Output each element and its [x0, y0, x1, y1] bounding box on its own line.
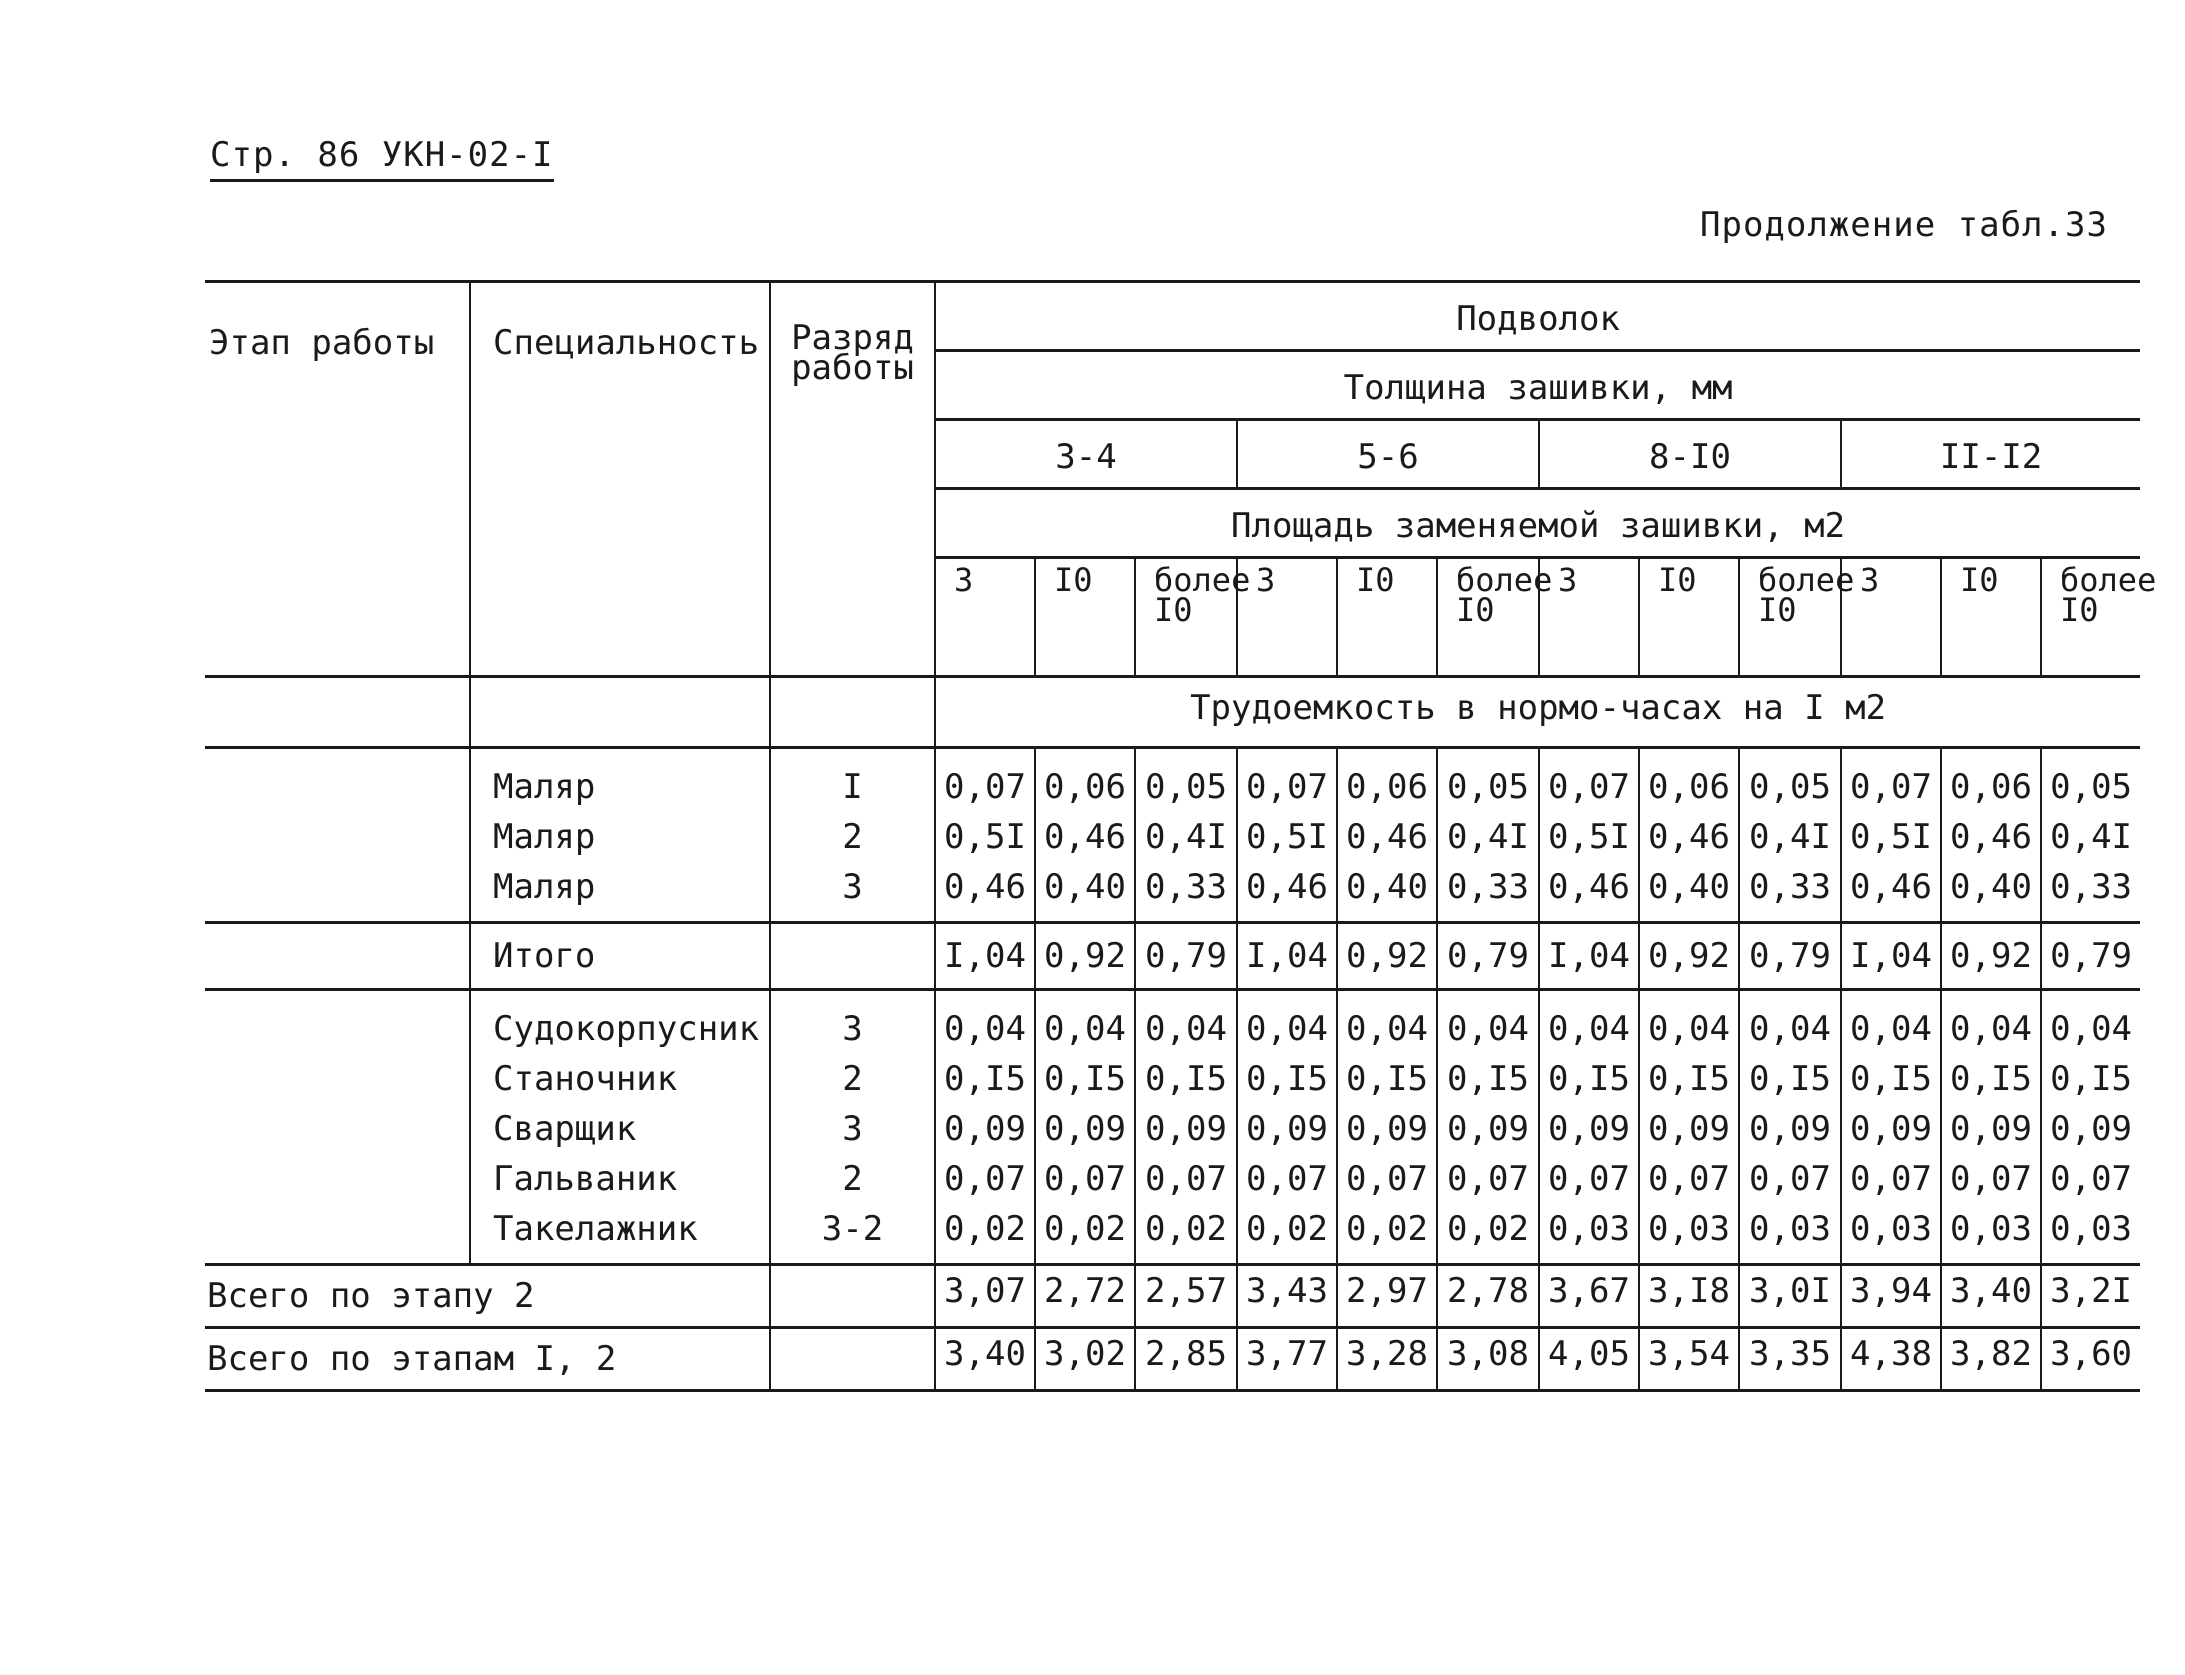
row-grade: 3	[770, 862, 935, 923]
value-cell: I,04	[1841, 923, 1941, 990]
row-stage	[205, 1154, 470, 1204]
row-label: Всего по этапу 2	[205, 1265, 770, 1328]
value-cell: 0,92	[1337, 923, 1437, 990]
value-cell: 3,94	[1841, 1265, 1941, 1328]
value-cell: 0,04	[1135, 990, 1237, 1055]
value-cell: 0,07	[1739, 1154, 1841, 1204]
value-cell: 3,0I	[1739, 1265, 1841, 1328]
value-cell: 0,05	[1135, 748, 1237, 813]
table-row	[205, 1265, 2140, 1328]
value-cell: 0,04	[935, 990, 1035, 1055]
row-grade	[770, 1328, 935, 1391]
value-cell: 0,09	[935, 1104, 1035, 1154]
value-cell: 0,I5	[1841, 1054, 1941, 1104]
value-cell: 0,06	[1337, 748, 1437, 813]
value-cell: 4,38	[1841, 1328, 1941, 1391]
header-labor: Трудоемкость в нормо-часах на I м2	[935, 677, 2140, 748]
header-grade: Разряд работы	[770, 282, 935, 677]
value-cell: 0,04	[1941, 990, 2041, 1055]
value-cell: 0,4I	[1437, 812, 1539, 862]
value-cell: 0,07	[2041, 1154, 2140, 1204]
value-cell: 0,33	[1437, 862, 1539, 923]
value-cell: 0,04	[1237, 990, 1337, 1055]
value-cell: 0,I5	[1539, 1054, 1639, 1104]
value-cell: 0,40	[1337, 862, 1437, 923]
value-cell: 0,09	[2041, 1104, 2140, 1154]
value-cell: 0,I5	[1437, 1054, 1539, 1104]
value-cell: 2,72	[1035, 1265, 1135, 1328]
value-cell: 0,07	[1841, 1154, 1941, 1204]
value-cell: 0,04	[1035, 990, 1135, 1055]
value-cell: 0,05	[2041, 748, 2140, 813]
value-cell: 0,09	[1639, 1104, 1739, 1154]
thickness-range-4: II-I2	[1841, 420, 2140, 489]
value-cell: 0,46	[935, 862, 1035, 923]
value-cell: 0,02	[1337, 1204, 1437, 1265]
value-cell: 0,09	[1739, 1104, 1841, 1154]
value-cell: 0,92	[1035, 923, 1135, 990]
row-grade: 2	[770, 1054, 935, 1104]
value-cell: 3,35	[1739, 1328, 1841, 1391]
value-cell: 0,02	[1437, 1204, 1539, 1265]
value-cell: 0,02	[935, 1204, 1035, 1265]
row-stage	[205, 990, 470, 1055]
value-cell: 3,2I	[2041, 1265, 2140, 1328]
area-col-3: 3	[1841, 558, 1941, 677]
value-cell: 0,09	[1135, 1104, 1237, 1154]
value-cell: 0,09	[1035, 1104, 1135, 1154]
value-cell: 0,92	[1941, 923, 2041, 990]
value-cell: I,04	[935, 923, 1035, 990]
value-cell: 2,97	[1337, 1265, 1437, 1328]
row-label: Всего по этапам I, 2	[205, 1328, 770, 1391]
row-stage	[205, 1054, 470, 1104]
row-stage	[205, 1204, 470, 1265]
value-cell: 3,77	[1237, 1328, 1337, 1391]
value-cell: 0,07	[1437, 1154, 1539, 1204]
value-cell: 0,4I	[2041, 812, 2140, 862]
value-cell: 0,05	[1437, 748, 1539, 813]
value-cell: 0,5I	[1539, 812, 1639, 862]
value-cell: 0,46	[1237, 862, 1337, 923]
area-col-over-10: более I0	[1739, 558, 1841, 677]
value-cell: 0,I5	[1237, 1054, 1337, 1104]
thickness-range-3: 8-I0	[1539, 420, 1841, 489]
value-cell: 0,06	[1941, 748, 2041, 813]
row-specialty: Станочник	[470, 1054, 770, 1104]
value-cell: 0,07	[1237, 748, 1337, 813]
value-cell: 2,85	[1135, 1328, 1237, 1391]
header-group: Подволок	[935, 282, 2140, 351]
value-cell: 0,04	[1841, 990, 1941, 1055]
row-specialty: Гальваник	[470, 1154, 770, 1204]
value-cell: 0,4I	[1135, 812, 1237, 862]
value-cell: 0,03	[1739, 1204, 1841, 1265]
value-cell: 0,09	[1539, 1104, 1639, 1154]
table-row	[205, 812, 2140, 862]
area-col-3: 3	[935, 558, 1035, 677]
value-cell: 3,08	[1437, 1328, 1539, 1391]
table-row	[205, 1328, 2140, 1391]
value-cell: 0,07	[1639, 1154, 1739, 1204]
value-cell: 0,06	[1639, 748, 1739, 813]
value-cell: 0,06	[1035, 748, 1135, 813]
value-cell: 0,33	[2041, 862, 2140, 923]
value-cell: 0,07	[1941, 1154, 2041, 1204]
row-specialty: Маляр	[470, 812, 770, 862]
area-col-over-10: более I0	[1135, 558, 1237, 677]
table-row	[205, 923, 2140, 990]
value-cell: 0,5I	[935, 812, 1035, 862]
value-cell: 0,02	[1135, 1204, 1237, 1265]
value-cell: 0,46	[1035, 812, 1135, 862]
value-cell: 0,02	[1035, 1204, 1135, 1265]
value-cell: 0,79	[2041, 923, 2140, 990]
value-cell: 3,40	[1941, 1265, 2041, 1328]
value-cell: 0,I5	[1639, 1054, 1739, 1104]
row-grade	[770, 923, 935, 990]
value-cell: 0,04	[1437, 990, 1539, 1055]
row-stage	[205, 1104, 470, 1154]
value-cell: 0,79	[1437, 923, 1539, 990]
value-cell: 3,43	[1237, 1265, 1337, 1328]
value-cell: 3,28	[1337, 1328, 1437, 1391]
labor-norms-table	[205, 280, 2157, 1392]
value-cell: 0,03	[1539, 1204, 1639, 1265]
row-grade: 3-2	[770, 1204, 935, 1265]
header-stage: Этап работы	[205, 282, 470, 677]
value-cell: 0,07	[935, 748, 1035, 813]
value-cell: 0,09	[1337, 1104, 1437, 1154]
row-specialty: Сварщик	[470, 1104, 770, 1154]
value-cell: 0,I5	[935, 1054, 1035, 1104]
area-col-10: I0	[1035, 558, 1135, 677]
value-cell: 0,09	[1437, 1104, 1539, 1154]
row-specialty: Судокорпусник	[470, 990, 770, 1055]
value-cell: 0,09	[1841, 1104, 1941, 1154]
row-grade: 3	[770, 990, 935, 1055]
value-cell: 0,02	[1237, 1204, 1337, 1265]
value-cell: 0,07	[1539, 748, 1639, 813]
value-cell: 0,04	[1337, 990, 1437, 1055]
value-cell: 2,57	[1135, 1265, 1237, 1328]
value-cell: 0,03	[1639, 1204, 1739, 1265]
table-row	[205, 862, 2140, 923]
value-cell: 0,04	[1739, 990, 1841, 1055]
value-cell: 0,I5	[1941, 1054, 2041, 1104]
value-cell: I,04	[1539, 923, 1639, 990]
value-cell: 0,4I	[1739, 812, 1841, 862]
value-cell: 0,04	[2041, 990, 2140, 1055]
table-row	[205, 1054, 2140, 1104]
row-grade: 2	[770, 812, 935, 862]
thickness-range-2: 5-6	[1237, 420, 1539, 489]
value-cell: 0,07	[1337, 1154, 1437, 1204]
value-cell: 3,67	[1539, 1265, 1639, 1328]
value-cell: 0,33	[1739, 862, 1841, 923]
value-cell: 0,40	[1941, 862, 2041, 923]
table-row	[205, 1104, 2140, 1154]
value-cell: 0,04	[1639, 990, 1739, 1055]
value-cell: 0,09	[1237, 1104, 1337, 1154]
value-cell: 0,5I	[1841, 812, 1941, 862]
table-row	[205, 990, 2140, 1055]
value-cell: 0,07	[1135, 1154, 1237, 1204]
value-cell: 0,I5	[1739, 1054, 1841, 1104]
row-grade	[770, 1265, 935, 1328]
row-specialty: Маляр	[470, 862, 770, 923]
area-col-10: I0	[1639, 558, 1739, 677]
value-cell: 4,05	[1539, 1328, 1639, 1391]
value-cell: 0,05	[1739, 748, 1841, 813]
value-cell: 3,82	[1941, 1328, 2041, 1391]
table-row	[205, 748, 2140, 813]
value-cell: 0,07	[1841, 748, 1941, 813]
value-cell: 0,07	[935, 1154, 1035, 1204]
value-cell: 0,I5	[1337, 1054, 1437, 1104]
value-cell: 0,40	[1035, 862, 1135, 923]
header-specialty: Специальность	[470, 282, 770, 677]
value-cell: 2,78	[1437, 1265, 1539, 1328]
row-specialty: Такелажник	[470, 1204, 770, 1265]
row-grade: 3	[770, 1104, 935, 1154]
table-continuation-label: Продолжение табл.33	[1700, 205, 2108, 245]
row-stage	[205, 923, 470, 990]
value-cell: 0,03	[2041, 1204, 2140, 1265]
row-grade: I	[770, 748, 935, 813]
value-cell: 0,07	[1035, 1154, 1135, 1204]
value-cell: 0,I5	[1035, 1054, 1135, 1104]
value-cell: 0,03	[1941, 1204, 2041, 1265]
area-col-3: 3	[1237, 558, 1337, 677]
value-cell: 0,79	[1739, 923, 1841, 990]
value-cell: 0,46	[1841, 862, 1941, 923]
thickness-range-1: 3-4	[935, 420, 1237, 489]
area-col-over-10: более I0	[1437, 558, 1539, 677]
value-cell: 0,07	[1539, 1154, 1639, 1204]
value-cell: 3,60	[2041, 1328, 2140, 1391]
area-col-10: I0	[1941, 558, 2041, 677]
value-cell: 0,04	[1539, 990, 1639, 1055]
value-cell: 0,07	[1237, 1154, 1337, 1204]
value-cell: 0,46	[1539, 862, 1639, 923]
value-cell: 3,40	[935, 1328, 1035, 1391]
table-row	[205, 1154, 2140, 1204]
value-cell: 3,I8	[1639, 1265, 1739, 1328]
value-cell: I,04	[1237, 923, 1337, 990]
row-specialty: Итого	[470, 923, 770, 990]
value-cell: 0,92	[1639, 923, 1739, 990]
value-cell: 0,46	[1639, 812, 1739, 862]
value-cell: 0,33	[1135, 862, 1237, 923]
header-area: Площадь заменяемой зашивки, м2	[935, 489, 2140, 558]
row-stage	[205, 812, 470, 862]
table-row	[205, 1204, 2140, 1265]
area-col-3: 3	[1539, 558, 1639, 677]
value-cell: 0,I5	[1135, 1054, 1237, 1104]
header-thickness: Толщина зашивки, мм	[935, 351, 2140, 420]
value-cell: 3,02	[1035, 1328, 1135, 1391]
value-cell: 0,46	[1941, 812, 2041, 862]
value-cell: 0,5I	[1237, 812, 1337, 862]
row-specialty: Маляр	[470, 748, 770, 813]
value-cell: 0,03	[1841, 1204, 1941, 1265]
page-reference: Стр. 86 УКН-02-I	[210, 135, 554, 182]
value-cell: 0,46	[1337, 812, 1437, 862]
value-cell: 3,54	[1639, 1328, 1739, 1391]
row-grade: 2	[770, 1154, 935, 1204]
value-cell: 0,I5	[2041, 1054, 2140, 1104]
row-stage	[205, 748, 470, 813]
table-body	[205, 748, 2140, 1391]
value-cell: 0,09	[1941, 1104, 2041, 1154]
value-cell: 0,79	[1135, 923, 1237, 990]
value-cell: 3,07	[935, 1265, 1035, 1328]
value-cell: 0,40	[1639, 862, 1739, 923]
area-col-10: I0	[1337, 558, 1437, 677]
row-stage	[205, 862, 470, 923]
area-col-over-10: более I0	[2041, 558, 2140, 677]
